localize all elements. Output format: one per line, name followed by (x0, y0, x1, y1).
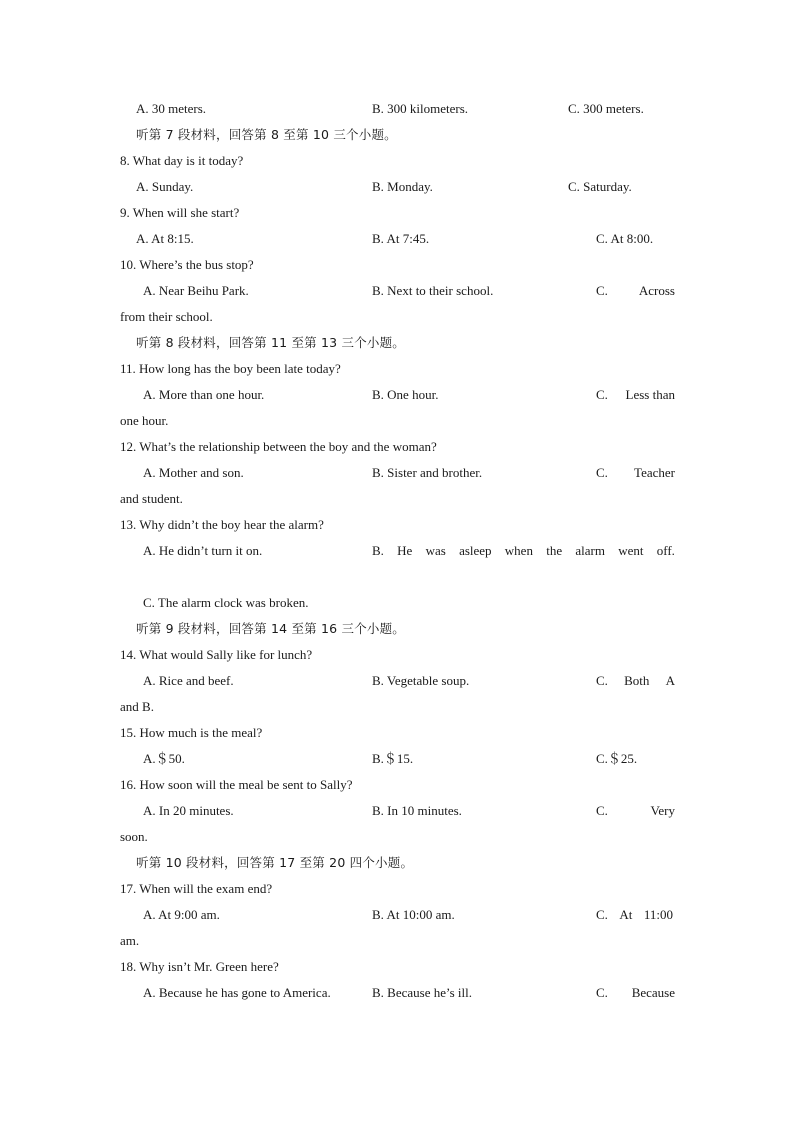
q14-option-c-word: A (665, 673, 675, 688)
q9-option-b: B. At 7:45. (372, 231, 430, 246)
q14-option-a: A. Rice and beef. (143, 673, 234, 688)
q18-question: 18. Why isn’t Mr. Green here? (120, 959, 279, 974)
q16-option-c-prefix: C. (596, 803, 608, 818)
q18-option-c-prefix: C. (596, 985, 608, 1000)
q10-option-c-prefix: C. (596, 283, 608, 298)
q13-option-b-word: was (425, 543, 446, 558)
q8-question: 8. What day is it today? (120, 153, 244, 168)
q15-option-c: C.＄25. (596, 751, 638, 766)
q17-option-a: A. At 9:00 am. (143, 907, 220, 922)
q16-option-a: A. In 20 minutes. (143, 803, 234, 818)
q13-option-a: A. He didn’t turn it on. (143, 543, 263, 558)
q11-question: 11. How long has the boy been late today? (120, 361, 341, 376)
section-10-heading: 听第 10 段材料，回答第 17 至第 20 四个小题。 (136, 855, 414, 870)
section-9-heading: 听第 9 段材料，回答第 14 至第 16 三个小题。 (136, 621, 406, 636)
section-8-heading: 听第 8 段材料，回答第 11 至第 13 三个小题。 (136, 335, 406, 350)
q8-option-c: C. Saturday. (568, 179, 632, 194)
q12-option-c-continuation: and student. (120, 491, 183, 506)
q17-option-c-word: At (619, 907, 633, 922)
q8-option-b: B. Monday. (372, 179, 433, 194)
q13-option-b (372, 543, 675, 559)
q11-option-c-continuation: one hour. (120, 413, 169, 428)
q17-option-b: B. At 10:00 am. (372, 907, 455, 922)
q12-option-c-prefix: C. (596, 465, 608, 480)
q10-option-b: B. Next to their school. (372, 283, 494, 298)
q9-option-c: C. At 8:00. (596, 231, 654, 246)
q12-option-c-word: Teacher (634, 465, 675, 480)
q17-option-c-word: C. (596, 907, 608, 922)
q10-option-a: A. Near Beihu Park. (143, 283, 249, 298)
q6-option-b: B. 300 kilometers. (372, 101, 469, 116)
q9-question: 9. When will she start? (120, 205, 240, 220)
q12-option-c (596, 465, 675, 481)
q12-question: 12. What’s the relationship between the boy and the woman? (120, 439, 437, 454)
q13-question: 13. Why didn’t the boy hear the alarm? (120, 517, 324, 532)
q14-option-b: B. Vegetable soup. (372, 673, 470, 688)
q15-question: 15. How much is the meal? (120, 725, 263, 740)
section-7-heading: 听第 7 段材料，回答第 8 至第 10 三个小题。 (136, 127, 397, 142)
q17-option-c (596, 907, 673, 923)
q14-option-c-prefix: C. (596, 673, 608, 688)
q18-option-c-word: Because (631, 985, 675, 1000)
q11-option-c-word: Less than (625, 387, 675, 402)
q16-option-c-continuation: soon. (120, 829, 148, 844)
q17-question: 17. When will the exam end? (120, 881, 273, 896)
q9-option-a: A. At 8:15. (136, 231, 194, 246)
q14-option-c (596, 673, 675, 689)
q10-option-c (596, 283, 675, 299)
q16-option-b: B. In 10 minutes. (372, 803, 462, 818)
q17-option-c-word: 11:00 (643, 907, 673, 922)
q14-question: 14. What would Sally like for lunch? (120, 647, 313, 662)
q6-option-c: C. 300 meters. (568, 101, 644, 116)
q18-option-b: B. Because he’s ill. (372, 985, 473, 1000)
q16-option-c-word: Very (650, 803, 675, 818)
q13-option-b-word: the (546, 543, 563, 558)
q11-option-c-prefix: C. (596, 387, 608, 402)
q13-option-b-word: alarm (575, 543, 605, 558)
q8-option-a: A. Sunday. (136, 179, 194, 194)
q10-question: 10. Where’s the bus stop? (120, 257, 254, 272)
q10-option-c-word: Across (638, 283, 675, 298)
q16-option-c (596, 803, 675, 819)
q18-option-a: A. Because he has gone to America. (143, 985, 331, 1000)
q12-option-a: A. Mother and son. (143, 465, 244, 480)
q13-option-b-word: He (397, 543, 413, 558)
q18-option-c (596, 985, 675, 1001)
q13-option-c: C. The alarm clock was broken. (143, 595, 309, 610)
q16-question: 16. How soon will the meal be sent to Sally? (120, 777, 353, 792)
q6-option-a: A. 30 meters. (136, 101, 207, 116)
q14-option-c-continuation: and B. (120, 699, 154, 714)
q14-option-c-word: Both (624, 673, 650, 688)
q13-option-b-word: went (618, 543, 644, 558)
q13-option-b-word: when (504, 543, 533, 558)
q11-option-a: A. More than one hour. (143, 387, 265, 402)
q15-option-b: B.＄15. (372, 751, 414, 766)
q13-option-b-word: asleep (459, 543, 492, 558)
q17-option-c-continuation: am. (120, 933, 140, 948)
q15-option-a: A.＄50. (143, 751, 185, 766)
q10-option-c-continuation: from their school. (120, 309, 213, 324)
q11-option-c (596, 387, 675, 403)
q13-option-b-word: off. (656, 543, 675, 558)
q13-option-b-word: B. (372, 543, 384, 558)
q12-option-b: B. Sister and brother. (372, 465, 483, 480)
q11-option-b: B. One hour. (372, 387, 439, 402)
